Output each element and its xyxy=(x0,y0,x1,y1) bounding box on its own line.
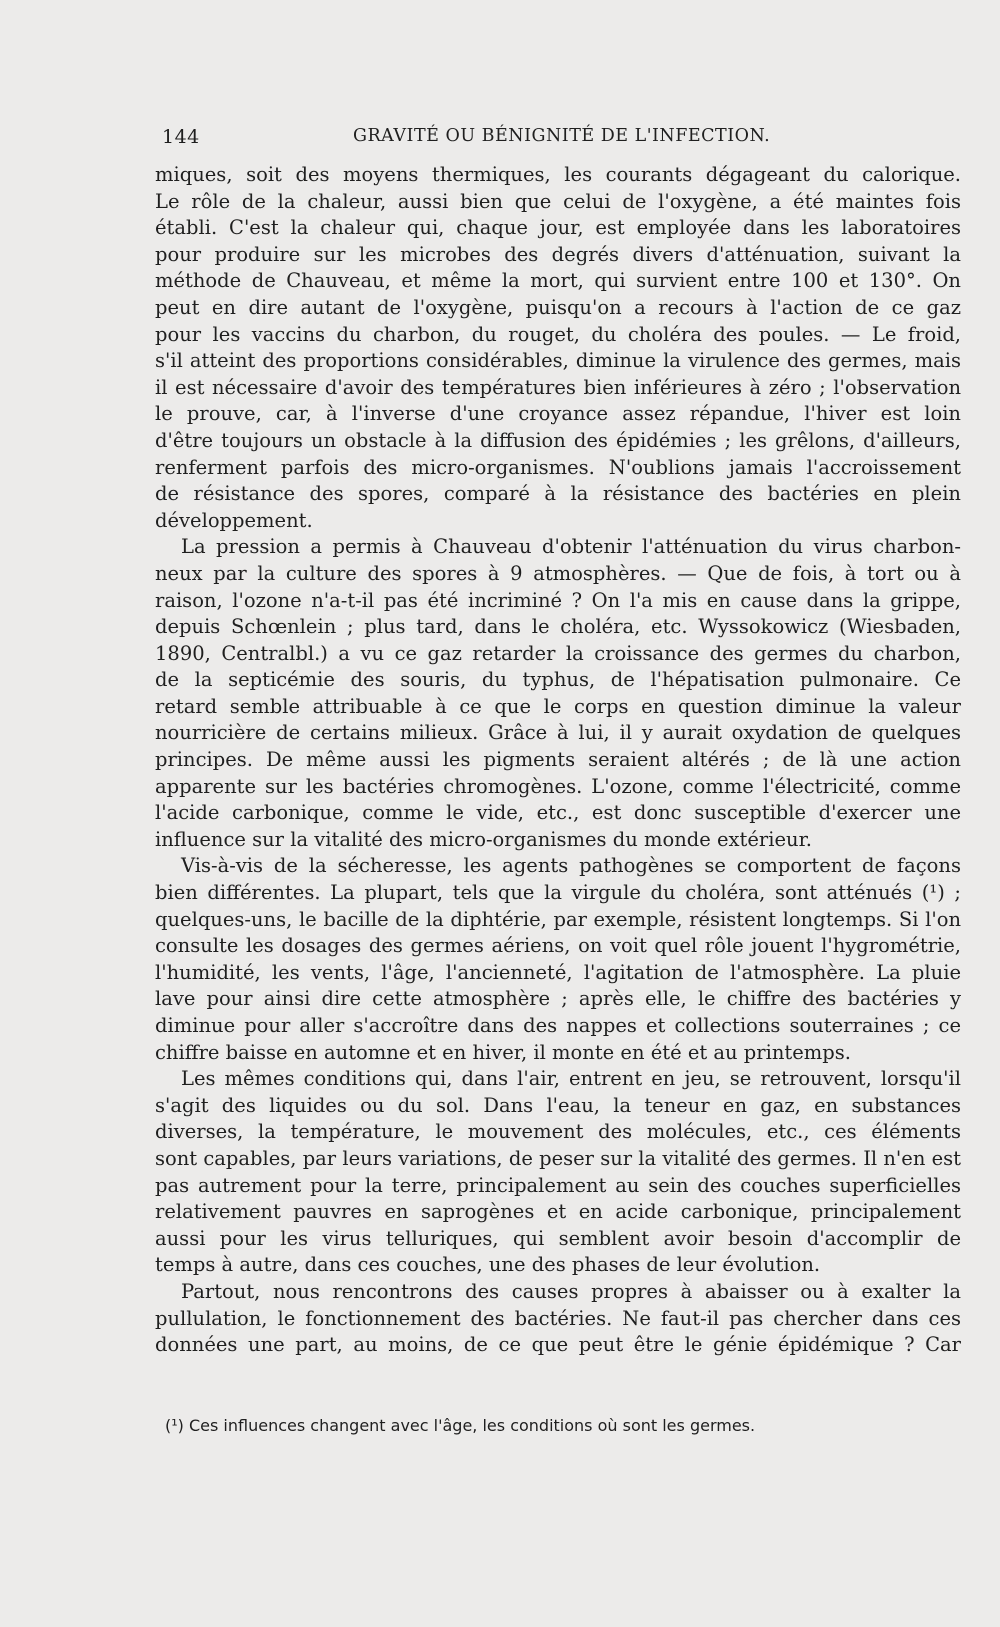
text-line: Le rôle de la chaleur, aussi bien que celui de l'oxygène, a été maintes fois xyxy=(155,189,961,213)
text-line: données une part, au moins, de ce que peut être le génie épidémique ? Car xyxy=(155,1333,961,1357)
text-line: pour produire sur les microbes des degrés divers d'atténuation, suivant la xyxy=(155,242,961,266)
text-line: retard semble attribuable à ce que le corps en question diminue la valeur xyxy=(155,694,961,718)
text-line: pullulation, le fonctionnement des bactéries. Ne faut-il pas chercher dans ces xyxy=(155,1306,961,1330)
text-line: miques, soit des moyens thermiques, les courants dégageant du calorique. xyxy=(155,163,961,186)
text-line: 1890, Centralbl.) a vu ce gaz retarder la croissance des germes du charbon, xyxy=(155,641,961,665)
text-line: temps à autre, dans ces couches, une des phases de leur évolution. xyxy=(155,1253,821,1277)
text-line: il est nécessaire d'avoir des températures bien inférieures à zéro ; l'observation xyxy=(155,375,961,399)
body-text xyxy=(155,162,961,1359)
text-line: Partout, nous rencontrons des causes propres à abaisser ou à exalter la xyxy=(181,1279,961,1303)
text-line: le prouve, car, à l'inverse d'une croyance assez répandue, l'hiver est loin xyxy=(155,402,961,426)
page-number: 144 xyxy=(162,126,200,148)
text-line: La pression a permis à Chauveau d'obtenir l'atténuation du virus charbon- xyxy=(181,535,961,559)
text-line: s'agit des liquides ou du sol. Dans l'eau, la teneur en gaz, en substances xyxy=(155,1093,961,1117)
text-line: pas autrement pour la terre, principalement au sein des couches superficielles xyxy=(155,1173,961,1197)
text-line: principes. De même aussi les pigments seraient altérés ; de là une action xyxy=(155,748,961,772)
text-line: quelques-uns, le bacille de la diphtérie, par exemple, résistent longtemps. Si l'on xyxy=(155,907,961,931)
running-title: GRAVITÉ OU BÉNIGNITÉ DE L'INFECTION. xyxy=(353,126,771,146)
text-line: apparente sur les bactéries chromogènes. L'ozone, comme l'électricité, comme xyxy=(155,774,961,798)
footnote: (¹) Ces influences changent avec l'âge, les conditions où sont les germes. xyxy=(165,1416,756,1435)
text-line: l'acide carbonique, comme le vide, etc., est donc susceptible d'exercer une xyxy=(155,801,961,825)
text-line: diminue pour aller s'accroître dans des nappes et collections souterraines ; ce xyxy=(155,1014,961,1037)
text-line: aussi pour les virus telluriques, qui semblent avoir besoin d'accomplir de xyxy=(155,1226,961,1250)
text-line: relativement pauvres en saprogènes et en acide carbonique, principalement xyxy=(155,1200,961,1224)
text-line: peut en dire autant de l'oxygène, puisqu'on a recours à l'action de ce gaz xyxy=(155,295,961,319)
text-line: développement. xyxy=(155,508,313,532)
text-line: d'être toujours un obstacle à la diffusion des épidémies ; les grêlons, d'ailleurs, xyxy=(155,428,961,452)
text-line: de la septicémie des souris, du typhus, de l'hépatisation pulmonaire. Ce xyxy=(155,668,961,692)
text-line: s'il atteint des proportions considérables, diminue la virulence des germes, mais xyxy=(155,349,961,373)
text-line: depuis Schœnlein ; plus tard, dans le choléra, etc. Wyssokowicz (Wiesbaden, xyxy=(155,615,961,639)
text-line: Les mêmes conditions qui, dans l'air, entrent en jeu, se retrouvent, lorsqu'il xyxy=(181,1067,961,1091)
text-line: consulte les dosages des germes aériens, on voit quel rôle jouent l'hygrométrie, xyxy=(155,934,961,958)
text-line: diverses, la température, le mouvement des molécules, etc., ces éléments xyxy=(155,1120,961,1144)
text-line: neux par la culture des spores à 9 atmosphères. — Que de fois, à tort ou à xyxy=(155,561,961,585)
text-line: bien différentes. La plupart, tels que la virgule du choléra, sont atténués (¹) ; xyxy=(155,881,961,905)
text-line: raison, l'ozone n'a-t-il pas été incriminé ? On l'a mis en cause dans la grippe, xyxy=(155,588,961,612)
running-header xyxy=(162,126,962,154)
text-line: méthode de Chauveau, et même la mort, qui survient entre 100 et 130°. On xyxy=(155,269,961,293)
text-line: nourricière de certains milieux. Grâce à lui, il y aurait oxydation de quelques xyxy=(155,721,961,745)
text-line: renferment parfois des micro-organismes. N'oublions jamais l'accroissement xyxy=(155,455,961,479)
text-line: lave pour ainsi dire cette atmosphère ; après elle, le chiffre des bactéries y xyxy=(155,987,961,1011)
text-line: influence sur la vitalité des micro-organismes du monde extérieur. xyxy=(155,827,812,851)
text-line: Vis-à-vis de la sécheresse, les agents pathogènes se comportent de façons xyxy=(181,854,961,878)
text-line: établi. C'est la chaleur qui, chaque jour, est employée dans les laboratoires xyxy=(155,216,961,240)
text-line: l'humidité, les vents, l'âge, l'ancienneté, l'agitation de l'atmosphère. La pluie xyxy=(155,960,961,984)
text-line: chiffre baisse en automne et en hiver, il monte en été et au printemps. xyxy=(155,1040,851,1064)
text-line: sont capables, par leurs variations, de peser sur la vitalité des germes. Il n'en est xyxy=(155,1146,961,1170)
text-line: pour les vaccins du charbon, du rouget, du choléra des poules. — Le froid, xyxy=(155,322,961,346)
text-line: de résistance des spores, comparé à la résistance des bactéries en plein xyxy=(155,482,961,506)
